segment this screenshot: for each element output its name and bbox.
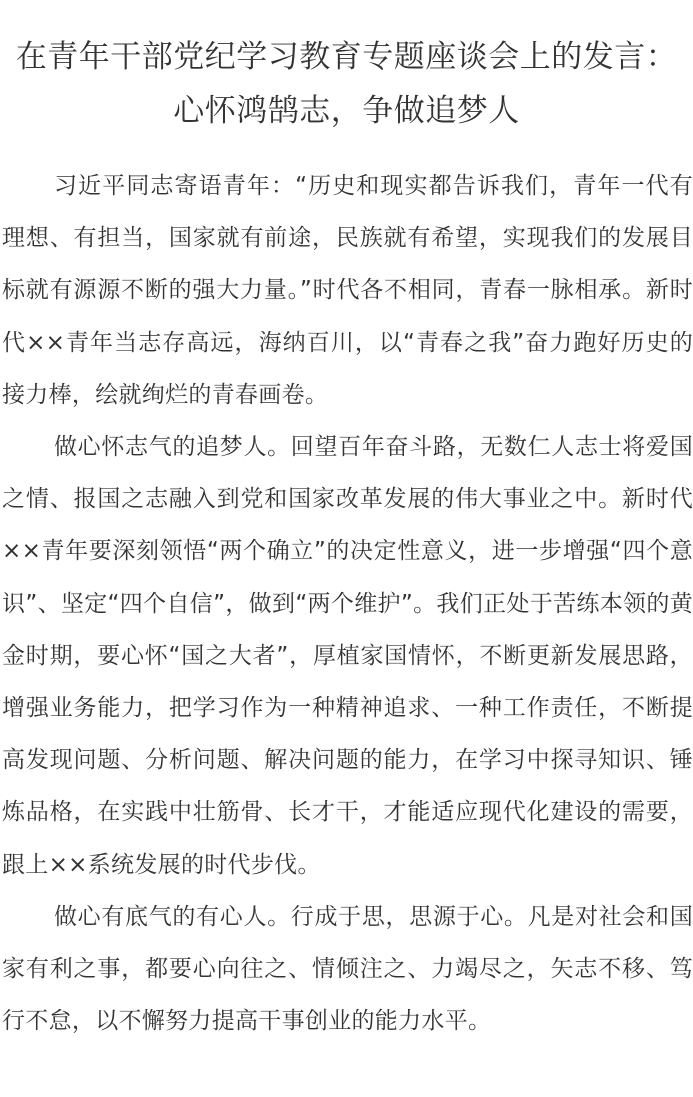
article-title: 在青年干部党纪学习教育专题座谈会上的发言：心怀鸿鹄志，争做追梦人 — [15, 39, 678, 129]
paragraph-3: 做心有底气的有心人。行成于思，思源于心。凡是对社会和国家有利之事，都要心向往之、情倾注之、力竭尽之，矢志不移、笃行不怠，以不懈努力提高干事创业的能力水平。 — [2, 903, 693, 1035]
article-body — [0, 160, 693, 1047]
paragraph-1: 习近平同志寄语青年：“历史和现实都告诉我们，青年一代有理想、有担当，国家就有前途，民族就有希望，实现我们的发展目标就有源源不断的强大力量。”时代各不相同，青春一脉相承。新时代××青年当志存高远，海纳百川，以“青春之我”奋力跑好历史的接力棒，绘就绚烂的青春画卷。 — [2, 173, 693, 408]
paragraph-2: 做心怀志气的追梦人。回望百年奋斗路，无数仁人志士将爱国之情、报国之志融入到党和国家改革发展的伟大事业之中。新时代××青年要深刻领悟“两个确立”的决定性意义，进一步增强“四个意识”、坚定“四个自信”，做到“两个维护”。我们正处于苦练本领的黄金时期，要心怀“国之大者”，厚植家国情怀，不断更新发展思路，增强业务能力，把学习作为一种精神追求、一种工作责任，不断提高发现问题、分析问题、解决问题的能力，在学习中探寻知识、锤炼品格，在实践中壮筋骨、长才干，才能适应现代化建设的需要，跟上××系统发展的时代步伐。 — [2, 434, 693, 878]
